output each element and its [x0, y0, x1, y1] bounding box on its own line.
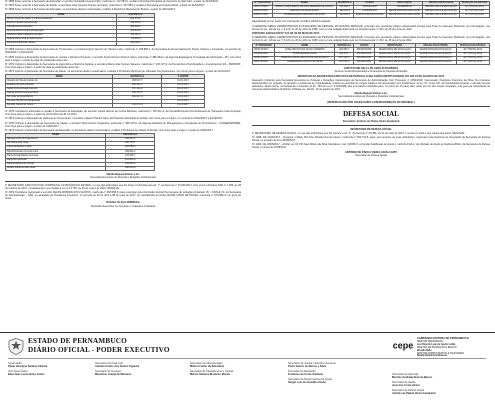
- table-header-cell: Nº PROCESSO: [253, 44, 275, 48]
- process-table: [252, 43, 490, 64]
- table-cell: Roberta Maria Ferreira Albuquerque: [6, 30, 117, 34]
- table-cell: 01.01.2017: [162, 103, 205, 107]
- table-cell: Luiza Cavalcanti e Silva: [6, 146, 106, 150]
- table-cell: 269.975-2: [117, 17, 155, 21]
- table-cell: 251.901-2: [117, 30, 155, 34]
- table-cell: 213.106-7: [106, 154, 155, 158]
- table-header-cell: NOME: [6, 134, 106, 138]
- table-cell: 240.387-4: [113, 83, 162, 87]
- table-cell: 300.000-9: [336, 14, 353, 18]
- official-role: Secretário da Casa Civil: [95, 362, 123, 365]
- table-cell: Rejane Maria de Melo Silva: [6, 166, 106, 170]
- publisher-line: Ricardo Melo: [417, 349, 432, 352]
- act-paragraph: Nº 2871 Colocar à disposição da Secretaria de Agricultura e Reforma Agrária, a servidora Maria José Gomes Siqueira, matrícula nº 103.107-0, da Pernambuco Participações e Investimentos S/A - PERPART, com ônus para a origem, a partir da data de publicação deste ato.: [5, 62, 241, 69]
- table-header-cell: Nº PROCESSO: [254, 2, 271, 5]
- table-cell: 30 (TRINTA) DIAS: [456, 56, 489, 60]
- table-cell: 0005705/2017: [253, 10, 273, 14]
- table-cell: 0001741/2017: [253, 60, 275, 64]
- table-cell: 200.817-6: [113, 95, 162, 99]
- act-paragraph: Nº 2870 Colocar à disposição da Secretaria de Justiça e Direitos Humanos, o servidor Sylvio Romero Porsch Vieira, matrícula nº 386.462-0, da Agência Estadual de Tecnologia da Informação - ATI, com ônus para a origem, a partir da data de publicação deste ato.: [5, 55, 241, 62]
- table-cell: 30 (TRINTA) DIAS: [456, 52, 489, 56]
- official-role: Secretário de Saúde: [392, 380, 416, 384]
- publisher-line: DIRETOR ADMINISTRATIVO E FINANCEIRO: [417, 352, 465, 355]
- table-header-cell: NOME: [6, 75, 113, 79]
- table-cell: 202.998-0: [106, 146, 155, 150]
- official-role: Secretário de Justiça e Direitos Humanos: [288, 362, 336, 365]
- table-cell: 243.970-9: [113, 103, 162, 107]
- official-name: Pedro Eurico de Barros e Silva: [288, 365, 326, 369]
- signature-name: Marília Raquel Simões Lins: [106, 172, 140, 176]
- table-cell: VANGEZIANE CASTRO DA SILVA: [275, 60, 335, 64]
- table-cell: 30 (TRINTA) DIAS: [459, 14, 489, 18]
- table-header-cell: MATRÍCULA: [117, 13, 155, 17]
- table-cell: Marcela Oliveira de Albuquerque: [6, 99, 113, 103]
- table-cell: SAGRESBOM: [386, 6, 423, 10]
- official-name: Milton Coelho da Silva Neto: [190, 365, 225, 369]
- masthead-footer: [0, 332, 495, 401]
- official-name: Marcelo Andrade Bezerra Barros: [392, 376, 433, 380]
- table-header-cell: INSTITUIÇÃO: [386, 2, 423, 6]
- act-paragraph: Nº 2875 Colocar à disposição da Secretaria de Saúde, o servidor Hélio Gomes Cavalcanti, matrícula nº 395.470-0, da Agência Estadual de Planejamento e Pesquisas de Pernambuco - CONDEPE/FIDEM, com ônus para a origem, a partir de 01/01/2017.: [5, 121, 241, 128]
- table-header-cell: NOME: [6, 13, 117, 17]
- table-cell: PROFESSOR: [354, 52, 374, 56]
- act-paragraph: Despacho proferido pela Secretária Executiva de Pessoal e Relações Institucionais da Secretaria de Administração. Ref: Processo nº 1052/2016. Interessado: Francisca Francisco da Silva. No processo administrativo em epígrafe, foi apurado a existência de irregularidade, relativo ao acúmulo de cargos públicos da interessada, com fundamento no art. 37, inciso XVI, da Constituição Federal, e demais normas aplicáveis. Desta forma, considerando o disposto no art. 154 da Lei nº 6.123/1968, fica a servidora notificada para, no prazo de 10 (dez) dias, optar por um dos cargos ocupados, sob pena de instauração de processo administrativo disciplinar. Publique-se. Recife, 15 de agosto de 2017.: [252, 79, 490, 92]
- act-paragraph: Nº 2809 Colocar à disposição da Secretaria de Transportes, a servidora Ignêz Queiroz de Oliveira Lobo, matrícula nº 108.883-7, da Secretaria de Desenvolvimento Social, Criança e Juventude, no período de 01/02/2017 a 31/12/2017.: [5, 48, 241, 55]
- table-cell: SECRETARIA DE EDUCAÇÃO: [423, 6, 460, 10]
- official-name: Sérgio Luiz de Carvalho Xavier: [288, 380, 327, 384]
- servants-table: [5, 133, 155, 171]
- divider: [252, 106, 490, 107]
- section-subtitle: Secretário: Antônio de Pádua Vieira Cavalcanti: [342, 119, 400, 123]
- table-cell: 0001701/2017: [253, 6, 273, 10]
- servants-table: [5, 13, 155, 47]
- table-cell: Zélia Alves Barbosa Santos: [6, 42, 117, 46]
- act-paragraph: Nº 1069, DE 01/05/2017 – Atribuir ao Cb PM José Wilson da Silva Gonçalves, mat. 113456-5, a Função Gratificada de Apoio 2, símbolo FGA-2, da Unidade de Apoio ao Gabinete/DGA, da Secretaria de Defesa Social, a contar de 01/05/2017.: [252, 143, 490, 150]
- table-cell: PROFESSOR: [353, 10, 386, 14]
- table-cell: 190.004-1: [106, 138, 155, 142]
- signature-role: Secretário Executivo de Compras e Licitações do Estado: [90, 204, 156, 208]
- table-cell: 142.080-6: [106, 162, 155, 166]
- table-cell: 268.515-8: [106, 166, 155, 170]
- officials-column: [95, 362, 185, 378]
- agency-heading: SECRETARIA DE DEFESA SOCIAL: [350, 127, 392, 131]
- table-cell: 30 (TRINTA) DIAS: [459, 10, 489, 14]
- table-cell: 184.601-2: [106, 150, 155, 154]
- table-cell: Alcina Tomaz de Castro e França Cavalcanti: [6, 17, 117, 21]
- official-name: Antônio de Pádua Vieira Cavalcanti: [392, 391, 436, 395]
- table-cell: 234.170-7: [335, 52, 354, 56]
- signature-role: Secretária Executiva de Pessoal e Relações Institucionais: [338, 95, 404, 99]
- table-header-cell: INSTITUIÇÃO: [374, 44, 415, 48]
- table-cell: SECRETARIA DE EDUCAÇÃO: [415, 56, 456, 60]
- publisher-line: Luiz Ricardo Leite de Castro Leitão: [417, 343, 456, 346]
- table-cell: SECRETARIA DE EDUCAÇÃO: [415, 60, 456, 64]
- table-cell: 149.180-4: [117, 42, 155, 46]
- table-cell: TERE DE CÁSSIA ARAUJO DE SOUZA NETO: [275, 56, 335, 60]
- table-cell: 01.01.2017: [162, 95, 205, 99]
- act-paragraph: Nº 2808 Fazer retornar à Secretaria de Educação, os servidores abaixo relacionados, cedidos à Prefeitura Municipal de Buíque, a partir de 30/01/2017.: [5, 8, 176, 12]
- table-cell: 237.300-4: [113, 87, 162, 91]
- divider: [5, 181, 241, 182]
- table-cell: SECRETARIA DE EDUCAÇÃO: [415, 48, 456, 52]
- table-row: [6, 166, 155, 170]
- signature-role: Secretário de Defesa Social: [355, 153, 387, 157]
- official-role: Secretário de Administração: [190, 362, 223, 365]
- table-row: [253, 14, 490, 18]
- table-cell: 253.517-7: [113, 79, 162, 83]
- signature-name: ANTÔNIO DE PÁDUA VIEIRA CAVALCANTI: [345, 150, 397, 154]
- table-cell: 115.672-3: [335, 60, 354, 64]
- table-cell: SECRETARIA DE EDUCAÇÃO: [374, 56, 415, 60]
- state-crest-icon: [8, 338, 24, 355]
- table-cell: Maura Nascimento Cunha: [6, 162, 106, 166]
- act-paragraph: Republicada por ter saído com incorreção no Diário Oficial do Estado.: [252, 20, 331, 24]
- gazette-title: DIÁRIO OFICIAL - PODER EXECUTIVO: [28, 346, 170, 354]
- table-cell: 01.01.2017: [162, 91, 205, 95]
- table-cell: SECRETARIA DE EDUCAÇÃO: [415, 52, 456, 56]
- table-cell: Eveline Cristina Ferreira Leite: [6, 21, 117, 25]
- official-role: Secretário de Educação: [288, 369, 316, 373]
- publisher-line: DIRETOR PRESIDENTE: [417, 340, 443, 343]
- table-cell: 287.000-0: [335, 56, 354, 60]
- table-cell: Zeneide Santos de Souza: [6, 103, 113, 107]
- table-cell: SECRETARIA DE EDUCAÇÃO: [374, 60, 415, 64]
- publisher-line: Bráulio Mendonça Meneses: [417, 355, 448, 358]
- table-cell: MARIA JOSÉ RIBEIRO DE LIMA BEZERRA DE SOUZA: [273, 6, 336, 10]
- table-cell: 264.960-1: [336, 6, 353, 10]
- cepe-logo-icon: [392, 337, 414, 354]
- official-role: Secretário de Defesa Social: [392, 388, 425, 392]
- official-role: Secretário de Governo: [95, 369, 122, 373]
- table-cell: PROFESSOR: [354, 56, 374, 60]
- left-column: [5, 0, 241, 210]
- table-cell: Ivanilda Bezerra de Mélo: [6, 25, 117, 29]
- table-header-cell: MATRÍCULA: [113, 75, 162, 79]
- act-paragraph: O SECRETÁRIO EXECUTIVO DE COMPRAS E LICITAÇÕES DO ESTADO, no uso das atribuições que lhe foram conferidas pela art. 7º, do Decreto nº 44.001/2017, bem como a Portaria SAD nº 2.069, de 25 de outubro de 2017, considerando o que dispõe a Lei nº 13.755, de 15 de março de 2016, RESOLVE:: [5, 183, 241, 190]
- table-cell: JOSÉ GEORGE SILVA: [275, 52, 335, 56]
- table-header-cell: NOME: [273, 2, 336, 6]
- table-header-cell: DURAÇÃO DA ESTADA: [456, 44, 489, 48]
- officials-column: [392, 373, 487, 396]
- act-paragraph: Nº 2879 Considerar designado a servidor FELIPE ROBSON DOS SANTOS, matrícula nº 366.558-5, para responder pela Comissão Central Permanente de Licitação do Estado VII – CCPLE VII, da Secretaria de Administração – SAD, na qualidade de Presidente Pregoeiro, no período de 29 de abril a 08 de maio de 2017, em substituição ao titular FELIPE VÍTOR DE SOUZA, matrícula nº 375.984-3, em gozo de férias.: [5, 191, 241, 201]
- act-paragraph: Nº 2872 Colocar à disposição da Secretaria de Saúde, os servidores abaixo relacionados, cedidos à Prefeitura Municipal de Jaboatão dos Guararapes, com ônus para a origem, a partir de 01/01/2017.: [5, 70, 232, 74]
- table-cell: Jair José da Silva Ramos: [6, 95, 113, 99]
- right-column: [252, 0, 490, 159]
- act-paragraph: Nº 2874 Colocar à disposição do Gabinete do Governador, o servidor Joaquim Pombo Neto, da Prefeitura Municipal de Olinda, com ônus para a origem, no período de 01/02/2017 a 31/12/2017.: [5, 117, 224, 121]
- table-header-cell: DURAÇÃO DA ESTADA: [459, 2, 489, 6]
- table-header-cell: ÓRGÃO SOLICITANTE: [415, 44, 456, 48]
- official-name: Antônio Carlos dos Santos Figueira: [95, 365, 140, 369]
- republication-note: (REPUBLICADO POR HAVER SAÍDO COM INCORREÇÃO NO ORIGINAL): [327, 100, 415, 104]
- officials-column: [190, 362, 280, 378]
- official-role: Vice-Governador: [8, 369, 28, 373]
- table-cell: 01.01.2017: [162, 99, 205, 103]
- table-cell: Isabel Cristina Braga Campos: [6, 87, 113, 91]
- table-cell: SECRETARIA DE EDUCAÇÃO: [386, 10, 423, 14]
- table-cell: PROFESSOR: [354, 48, 374, 52]
- state-title: ESTADO DE PERNAMBUCO: [28, 337, 127, 345]
- official-name: Paulo Henrique Saraiva Câmara: [8, 365, 48, 369]
- table-cell: 30 (TRINTA) DIAS: [459, 6, 489, 10]
- official-name: Raul Jean Louis Henry Júnior: [8, 372, 45, 376]
- publisher-name: COMPANHIA EDITORA DE PERNAMBUCO: [417, 337, 469, 340]
- table-header-cell: MATRÍCULA: [106, 134, 155, 138]
- table-cell: PROFESSOR: [353, 6, 386, 10]
- table-cell: Wanda Maria Silva do Nascimento: [6, 38, 117, 42]
- official-role: Governador: [8, 362, 22, 365]
- table-cell: 188.890-0: [117, 25, 155, 29]
- act-paragraph: Nº 2888 Fazer retornar à Secretaria de Educação, o servidor Sebastião Gomes Filho, matrícula nº 127.083-0, cedido à Prefeitura Municipal de Camocim de São Félix, a partir de 31/03/2017.: [5, 0, 220, 3]
- table-header-cell: MATRÍCULA: [338, 2, 352, 5]
- table-cell: Maria Rita Almeida: [6, 158, 106, 162]
- ordinance-title: PORTARIA SAD/GGAFP Nº 101 DE 09 DE MAIO DE 2017.: [252, 31, 320, 35]
- servants-table: [5, 74, 205, 108]
- table-header-cell: CARGO: [354, 44, 374, 48]
- act-paragraph: Nº 2873 Considerar autorizada a cessão à Secretaria de Educação, do servidor Carlos Alberto da Cunha Barbosa, matrícula nº 187.611-2, da Perpart/Empresa Pernambucana de Transporte Intermunicipal, com ônus para a origem, a partir de 01.04.2014 até 31.12.2014.: [5, 110, 241, 117]
- section-title: DEFESA SOCIAL: [343, 109, 399, 118]
- table-cell: 258.750-7: [106, 142, 155, 146]
- table-cell: 20.01.2017: [162, 87, 205, 91]
- table-cell: Rosilene Maria Cavalcanti de Melo: [6, 34, 117, 38]
- table-cell: Eduardo da Silva Carneiro: [6, 83, 113, 87]
- table-cell: SECRETARIA DE EDUCAÇÃO: [386, 14, 423, 18]
- table-cell: PROFESSOR: [354, 60, 374, 64]
- table-cell: SECRETARIA DE EDUCAÇÃO: [374, 48, 415, 52]
- signature-name: CHRYSTIANE KELLY DE ARAÚJO BARBOSA: [343, 66, 399, 70]
- dispatch-title: DESPACHO DA SECRETÁRIA EXECUTIVA DE PESSOAL E RELAÇÕES INSTITUCIONAIS, DO DIA 15 DE AGOSTO DE 2017: [297, 74, 445, 78]
- official-role: Secretário da Fazenda: [392, 373, 419, 376]
- table-header-cell: ÓRGÃO SOLICITANTE: [423, 2, 460, 6]
- table-cell: SECRETARIA DE EDUCAÇÃO: [374, 52, 415, 56]
- table-cell: SECRETARIA DE EDUCAÇÃO: [423, 14, 460, 18]
- act-paragraph: O SECRETÁRIO DE DEFESA SOCIAL, no uso das atribuições que lhe confere o art. 3º, do Decreto nº 39.486, de 31 de maio de 2013, e tendo em vista o que consta dos autos, RESOLVE:: [252, 131, 466, 135]
- process-table: [252, 1, 490, 18]
- signature-role: Gerente Geral Administrativa e Financeira de Pessoal do Estado: [334, 69, 408, 73]
- table-cell: Cláudia da Oliveira Costa Lira: [6, 79, 113, 83]
- table-cell: VANGEZILANE RODRIGUES DA SILVA: [273, 14, 336, 18]
- table-cell: JOSÉ ADILSON DA SILVA CARNEIRO: [275, 48, 335, 52]
- table-header-cell: NOME: [275, 44, 335, 48]
- table-row: [6, 103, 205, 107]
- official-role: Secretário de Planejamento e Gestão: [190, 369, 234, 373]
- divider: [252, 125, 490, 126]
- divider: [8, 358, 486, 359]
- table-cell: 192.000-9: [117, 21, 155, 25]
- table-cell: 175.945-3: [117, 38, 155, 42]
- act-paragraph: Nº 2876 Colocar à disposição da Secretaria de Educação, os servidores abaixo relacionados, cedidos à Prefeitura da Cidade do Recife, com ônus para a origem, a partir de 01/01/2017.: [5, 128, 214, 132]
- official-name: Márcio Stefanni Monteiro Morais: [190, 372, 231, 376]
- signature-role: Secretária Executiva de Pessoal e Relações Institucionais: [90, 175, 156, 179]
- table-cell: 01.01.2017: [162, 83, 205, 87]
- table-cell: Ivaí Maria Félix Silva: [6, 142, 106, 146]
- officials-column: [8, 362, 86, 378]
- table-cell: 30 (TRINTA) DIAS: [456, 48, 489, 52]
- table-cell: 0000170/2017: [253, 14, 273, 18]
- table-cell: 0000179/2017: [253, 48, 275, 52]
- table-cell: 111.587-2: [117, 34, 155, 38]
- table-cell: 232.767-5: [113, 91, 162, 95]
- publisher-info: [417, 338, 489, 358]
- official-name: Frederico da Costa Amâncio: [288, 372, 324, 376]
- table-cell: Jadilva Maria Ferreira da Silva: [6, 91, 113, 95]
- official-name: José Iran Costa Júnior: [392, 383, 420, 387]
- table-cell: Maria Rosimeire Ferreira Lima: [6, 150, 106, 154]
- officials-column: [288, 362, 383, 385]
- table-cell: 0000179/2017: [253, 56, 275, 60]
- table-cell: ANALISTA EDUCACIONAL: [353, 14, 386, 18]
- table-cell: IVANILDO DA SILVA ALVES: [273, 10, 336, 14]
- act-paragraph: A GERENTE GERAL ADMINISTRATIVA E FINANCEIRA DE PESSOAL DO ESTADO RESOLVE: conceder aos servidores abaixo relacionados licença para Trato de Interesse Particular, em prorrogação, nos termos do art. 119 da Lei nº 6.123, de 20 de julho de 1968, com a nova redação dada pela Lei Complementar nº 202, de 28 de junho de 2012.: [252, 36, 490, 43]
- table-cell: 280.566-4: [336, 10, 353, 14]
- table-cell: SECRETARIA DE EDUCAÇÃO: [423, 10, 460, 14]
- official-role: Secretário de Desenvolvimento Social: [288, 377, 332, 381]
- table-cell: -: [113, 99, 162, 103]
- table-cell: 231.404-3: [106, 158, 155, 162]
- table-cell: 01.01.2017: [162, 79, 205, 83]
- table-cell: 0004091/2017: [253, 52, 275, 56]
- official-name: Marcelino Granja de Menezes: [95, 372, 132, 376]
- act-paragraph: Nº 1068, DE 01/05/2017 – Designar o Major PM José Ricardo Pereira Neves, matrícula nº 950.711-8, para, sem prejuízo de suas atribuições, responder pela Gerência de Integração da Secretaria de Defesa Social, no período de 01 a 30/05/2017.: [252, 136, 490, 143]
- cepe-logo-text: cepe: [392, 340, 414, 351]
- table-header-cell: CARGO: [353, 2, 386, 6]
- table-row: [253, 60, 490, 64]
- table-cell: Adriana Cintra do Nascimento: [6, 138, 106, 142]
- table-header-cell: A PARTIR: [162, 75, 205, 79]
- publisher-line: DIRETOR DE PRODUÇÃO E EDIÇÃO: [417, 346, 457, 349]
- table-cell: 294.583-7: [335, 48, 354, 52]
- signature-name: Marília Raquel Simões Lins: [354, 92, 388, 96]
- act-paragraph: Nº 2807 Fazer retornar à Secretaria de Saúde, a servidora José Genésio Gomes de Araújo, matrícula nº 107.984-3, cedida à Secretaria de Defesa Social, a partir de 01/04/2017.: [5, 4, 206, 8]
- table-cell: Maria Ozeidê Batista da Costa: [6, 154, 106, 158]
- signature-name: RAFAEL HLAÇA NOBREGA: [106, 201, 140, 205]
- table-cell: 30 (TRINTA) DIAS: [456, 60, 489, 64]
- table-row: [6, 42, 155, 46]
- act-paragraph: A GERENTE GERAL ADMINISTRATIVA E FINANCEIRA DE PESSOAL DO ESTADO RESOLVE: conceder aos servidores abaixo relacionados licença para Trato de Interesse Particular, em prorrogação, nos termos do art. 119 da Lei nº 6.123, de 20 de julho de 1968, com a nova redação dada pela Lei Complementar nº 202, de 28 de junho de 2012.: [252, 24, 490, 31]
- table-header-cell: MATRÍCULA: [335, 44, 354, 48]
